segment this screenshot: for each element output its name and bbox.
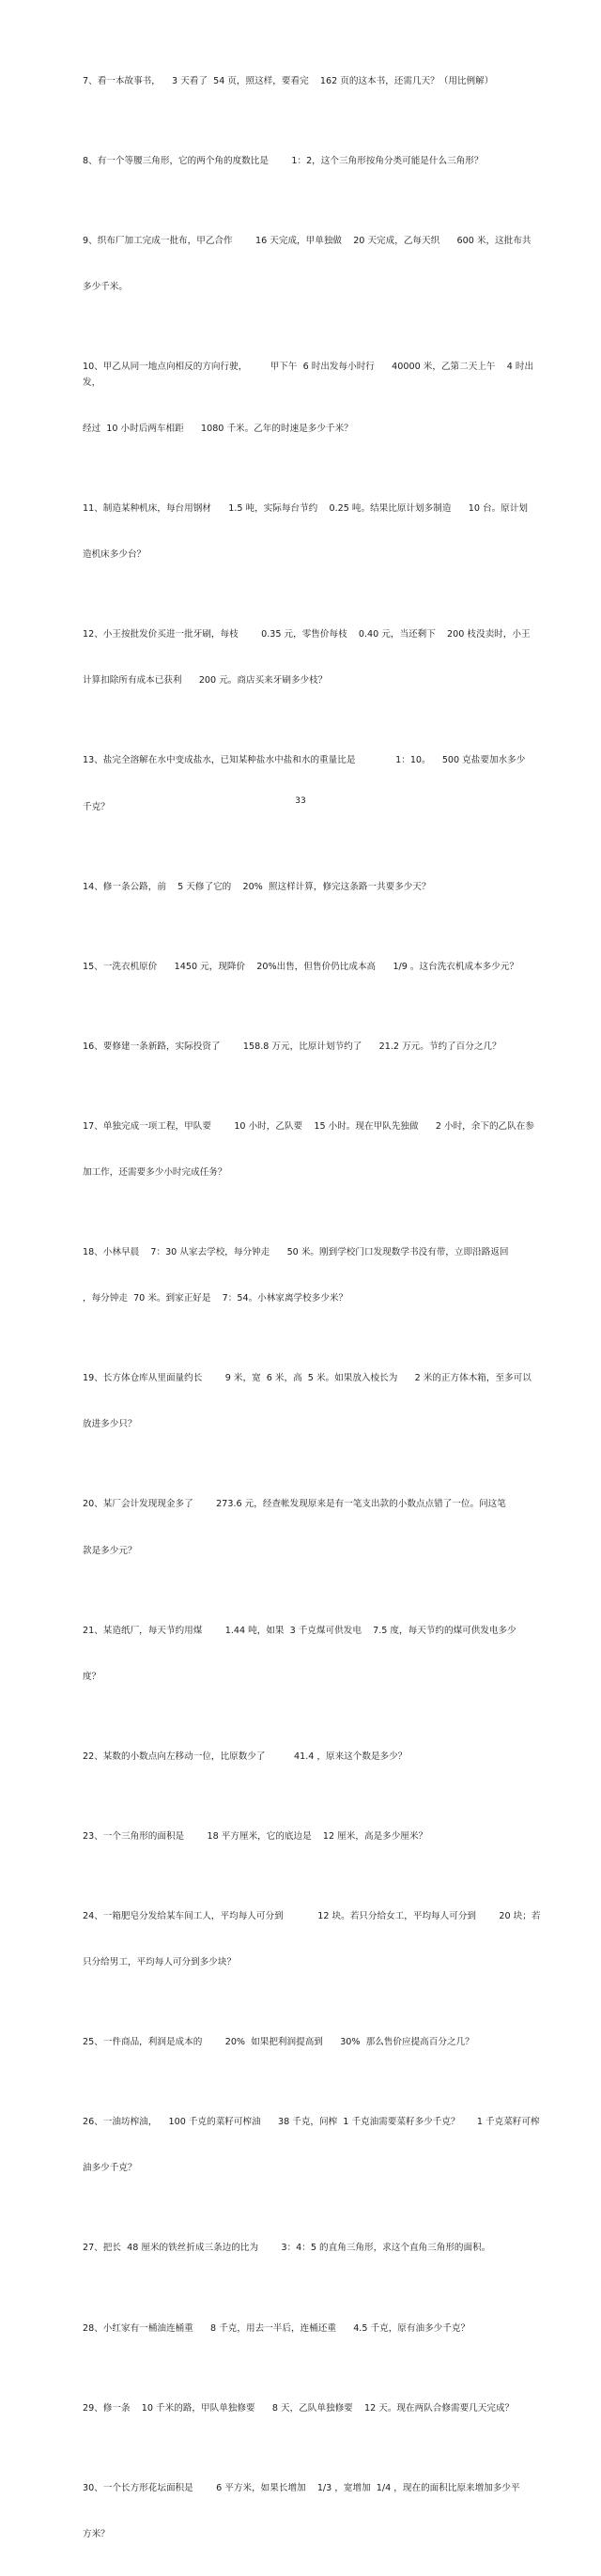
problem-line: 21、某造纸厂，每天节约用煤 1.44 吨，如果 3 千克煤可供发电 7.5 度，每天节约的煤可供发电多少 [83, 1625, 516, 1636]
problem-21 [83, 1593, 543, 1716]
problem-24 [83, 1878, 543, 2001]
problem-line: 19、长方体仓库从里面量约长 9 米，宽 6 米，高 5 米。如果放入棱长为 2 米的正方体木箱，至多可以 [83, 1373, 532, 1384]
problem-line: 17、单独完成一项工程，甲队要 10 小时，乙队要 15 小时。现在甲队先独做 2 小时，余下的乙队在参 [83, 1120, 534, 1132]
problem-25 [83, 2004, 543, 2081]
problem-19 [83, 1340, 543, 1463]
page-number: 33 [295, 796, 306, 806]
problem-22 [83, 1719, 543, 1796]
problem-7 [83, 43, 543, 120]
problem-line: 造机床多少台？ [83, 549, 146, 560]
problem-line: 只分给男工，平均每人可分到多少块？ [83, 1957, 237, 1968]
problem-13 [83, 722, 543, 845]
problem-18 [83, 1214, 543, 1337]
problem-line: 18、小林早晨 7：30 从家去学校，每分钟走 50 米。刚到学校门口发现数学书没有带，立即沿路返回 [83, 1246, 509, 1257]
problem-23 [83, 1798, 543, 1875]
problem-11 [83, 470, 543, 594]
problem-line: 20、某厂会计发现现金多了 273.6 元，经查帐发现原来是有一笔支出款的小数点点错了一位。问这笔 [83, 1499, 506, 1510]
problem-line: 13、盐完全溶解在水中变成盐水，已知某种盐水中盐和水的重量比是 1：10。 500 克盐要加水多少 [83, 755, 526, 766]
problem-line: 8、有一个等腰三角形，它的两个角的度数比是 1：2，这个三角形按角分类可能是什么三角形？ [83, 155, 484, 166]
problem-line: ，每分钟走 70 米。到家正好是 7：54。小林家离学校多少米？ [83, 1293, 348, 1304]
problem-line: 方米？ [83, 2528, 110, 2539]
problem-9 [83, 203, 543, 326]
problem-line: 15、一洗衣机原价 1450 元，现降价 20%出售，但售价仍比成本高 1/9 。这台洗衣机成本多少元？ [83, 961, 519, 972]
problem-16 [83, 1009, 543, 1086]
problem-line: 28、小红家有一桶油连桶重 8 千克，用去一半后，连桶还重 4.5 千克，原有油多少千克？ [83, 2322, 470, 2334]
problem-14 [83, 849, 543, 926]
problem-line: 16、要修建一条新路，实际投资了 158.8 万元，比原计划节约了 21.2 万元。节约了百分之几？ [83, 1041, 501, 1052]
problem-line: 10、甲乙从同一地点向相反的方向行驶， 甲下午 6 时出发每小时行 40000 米，乙第二天上午 4 时出发， [83, 362, 534, 388]
problem-line: 9、织布厂加工完成一批布，甲乙合作 16 天完成，甲单独做 20 天完成，乙每天织 600 米，这批布共 [83, 235, 532, 246]
problem-line: 22、某数的小数点向左移动一位，比原数少了 41.4 ，原来这个数是多少？ [83, 1751, 408, 1762]
problem-line: 23、一个三角形的面积是 18 平方厘米，它的底边是 12 厘米，高是多少厘米？ [83, 1830, 428, 1842]
problem-list [83, 43, 543, 2576]
problem-8 [83, 123, 543, 200]
problem-line: 计算扣除所有成本已获利 200 元。商店买来牙刷多少枝？ [83, 675, 328, 686]
problem-line: 千克？ [83, 801, 110, 812]
problem-line: 11、制造某种机床，每台用钢材 1.5 吨，实际每台节约 0.25 吨。结果比原计划多制造 10 台。原计划 [83, 502, 528, 514]
problem-line: 27、把长 48 厘米的铁丝折成三条边的比为 3：4：5 的直角三角形，求这个直角三角形的面积。 [83, 2243, 491, 2254]
problem-27 [83, 2211, 543, 2288]
problem-26 [83, 2084, 543, 2207]
problem-line: 29、修一条 10 千米的路，甲队单独修要 8 天，乙队单独修要 12 天。现在两队合修需要几天完成？ [83, 2402, 515, 2414]
problem-20 [83, 1467, 543, 1590]
problem-line: 加工作，还需要多少小时完成任务？ [83, 1166, 227, 1178]
problem-line: 度？ [83, 1671, 101, 1682]
problem-line: 多少千米。 [83, 282, 128, 293]
problem-line: 经过 10 小时后两车相距 1080 千米。乙年的时速是多少千米？ [83, 423, 353, 434]
problem-line: 7、看一本故事书， 3 天看了 54 页，照这样，要看完 162 页的这本书，还需几天？（用比例解） [83, 75, 494, 86]
problem-line: 30、一个长方形花坛面积是 6 平方米，如果长增加 1/3 ，宽增加 1/4 ，现在的面积比原来增加多少平 [83, 2482, 520, 2493]
problem-line: 25、一件商品，利润是成本的 20% 如果把利润提高到 30% 那么售价应提高百分之几？ [83, 2037, 474, 2048]
problem-line: 款是多少元？ [83, 1545, 137, 1556]
problem-28 [83, 2291, 543, 2368]
problem-12 [83, 596, 543, 719]
problem-15 [83, 929, 543, 1006]
problem-17 [83, 1088, 543, 1211]
problem-line: 14、修一条公路，前 5 天修了它的 20% 照这样计算，修完这条路一共要多少天？ [83, 881, 431, 892]
problem-line: 24、一箱肥皂分发给某车间工人，平均每人可分到 12 块。若只分给女工，平均每人可分到 20 块；若 [83, 1910, 541, 1921]
problem-line: 12、小王按批发价买进一批牙刷，每枝 0.35 元，零售价每枝 0.40 元，当还剩下 200 枝没卖时，小王 [83, 629, 531, 640]
problem-line: 26、一油坊榨油， 100 千克的菜籽可榨油 38 千克，问榨 1 千克油需要菜籽多少千克？ 1 千克菜籽可榨 [83, 2117, 540, 2128]
problem-10 [83, 329, 543, 468]
problem-line: 放进多少只？ [83, 1419, 137, 1430]
problem-30 [83, 2450, 543, 2573]
problem-29 [83, 2370, 543, 2447]
problem-line: 油多少千克？ [83, 2163, 137, 2174]
